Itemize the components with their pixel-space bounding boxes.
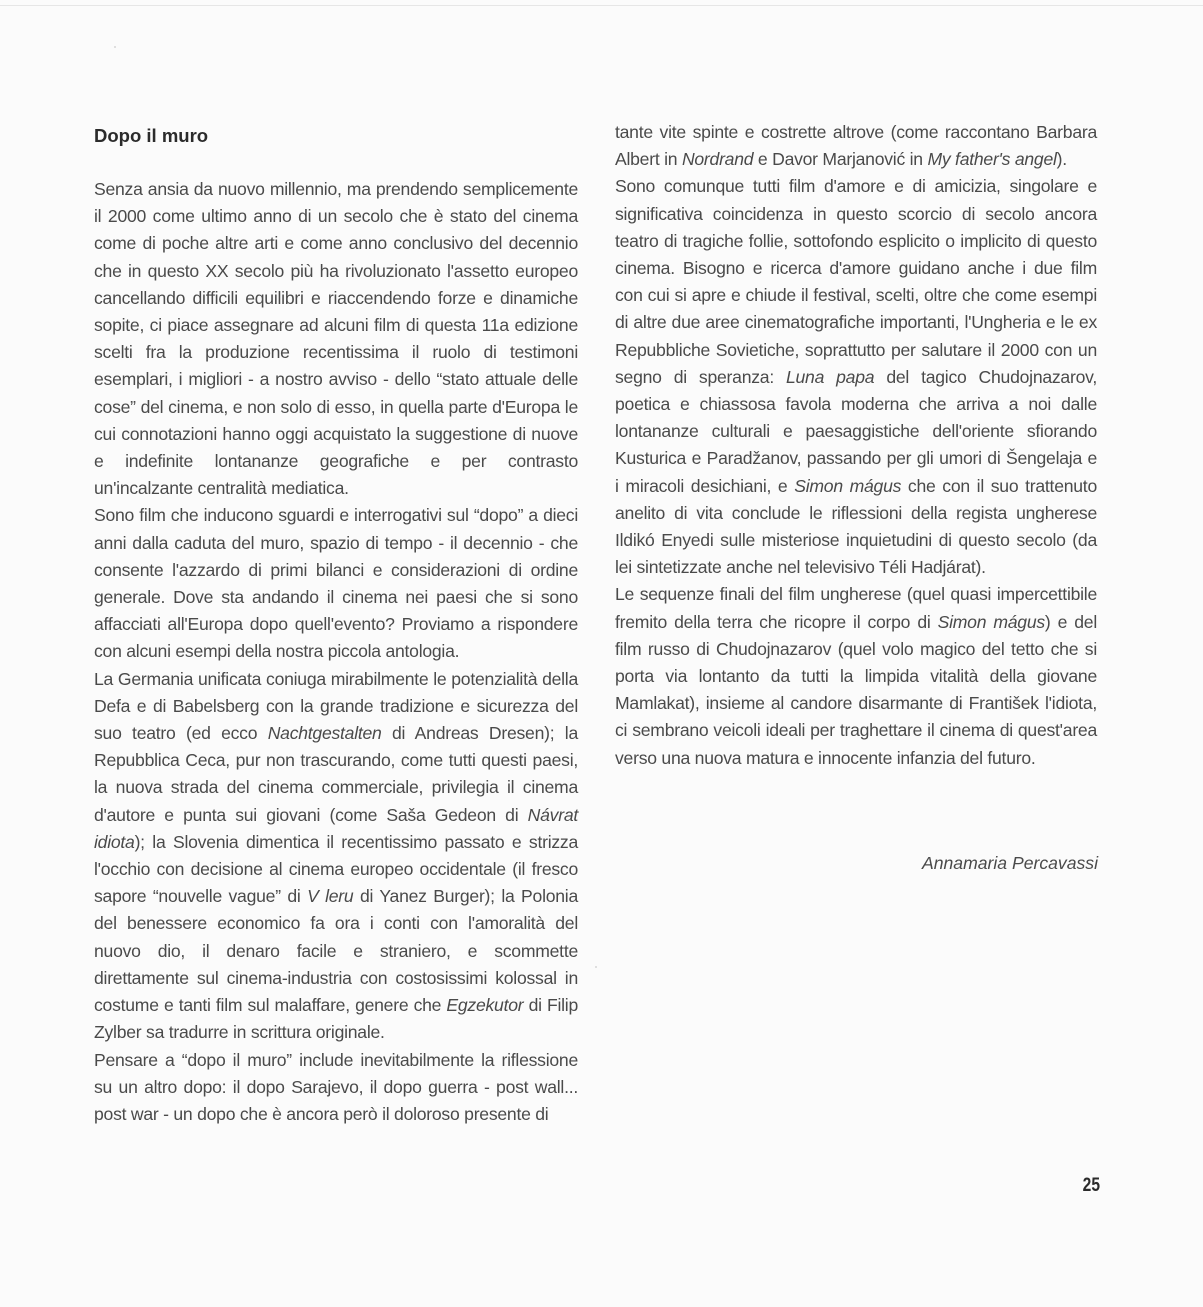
paragraph-intro [94,176,578,502]
paragraph-text: Senza ansia da nuovo millennio, ma prendendo semplicemente il 2000 come ultimo anno di un secolo che è stato del cinema come di poche altre arti e come anno conclusivo del decennio che in questo XX secolo più ha rivoluzionato l'assetto europeo cancellando difficili equilibri e riaccendendo forze e dinamiche sopite, ci piace assegnare ad alcuni film di questa 11a edizione scelti fra la produzione recentissima il ruolo di testimoni esemplari, i migliori - a nostro avviso - dello “stato attuale delle cose” del cinema, e non solo di esso, in quella parte d'Europa le cui connotazioni hanno oggi acquistato la suggestione di nuove e indefinite lontananze geografiche e per contrasto un'incalzante centralità mediatica. [94,179,578,499]
scan-speck [114,46,116,48]
page-top-edge [0,5,1203,6]
paragraph-text: ); la Slovenia dimentica il recentissimo passato e strizza l'occhio con decisione al cinema europeo occidentale (il fresco sapore “nouvelle vague” di [94,831,578,907]
paragraph-countries [94,666,578,1047]
right-column [615,119,1097,772]
paragraph-text: che con il suo trattenuto anelito di vita conclude le riflessioni della regista ungherese Ildikó Enyedi sulle misteriose inquietudini di questo secolo (da lei sintetizzate anche nel televisivo Téli Hadjárat). [615,475,1097,578]
film-title: Egzekutor [446,995,524,1016]
film-title: Návrat idiota [94,804,578,852]
paragraph-text: tante vite spinte e costrette altrove (come raccontano Barbara Albert in [615,122,1097,170]
film-title: V leru [307,886,354,907]
article-title: Dopo il muro [94,125,209,146]
left-column [94,122,578,1128]
paragraph-text: di Filip Zylber sa tradurre in scrittura originale. [94,995,579,1043]
paragraph-text: La Germania unificata coniuga mirabilmente le potenzialità della Defa e di Babelsberg con la grande tradizione e sicurezza del suo teatro (ed ecco [94,668,578,744]
paragraph-questions: Sono film che inducono sguardi e interrogativi sul “dopo” a dieci anni dalla caduta del muro, spazio di tempo - il decennio - che consente l'azzardo di primi bilanci e considerazioni di ordine generale. Dove sta andando il cinema nei paesi che si sono affacciati all'Europa dopo quell'evento? Proviamo a rispondere con alcuni esempi della nostra piccola antologia. [94,505,578,662]
film-title: Simon mágus [794,475,902,496]
film-title: Simon mágus [937,611,1045,632]
paragraph-text: ) e del film russo di Chudojnazarov (quel volo magico del tetto che si porta via lontanto da tutti la limpida vitalità della giovane Mamlakat), insieme al candore disarmante di František l'idiota, ci sembrano veicoli ideali per traghettare il cinema di quest'area verso una nuova matura e innocente infanzia del futuro. [615,611,1097,768]
scan-speck [595,966,597,968]
film-title: Luna papa [785,366,875,387]
paragraph-text: di Yanez Burger); la Polonia del benessere economico fa ora i conti con l'amoralità del nuovo dio, il denaro facile e straniero, e scommette direttamente sul cinema-industria con costosissimi kolossal in costume e tanti film sul malaffare, genere che [94,886,578,1016]
paragraph-text: Sono comunque tutti film d'amore e di amicizia, singolare e significativa coincidenza in questo scorcio di secolo ancora teatro di tragiche follie, sottofondo esplicito o implicito di questo cinema. Bisogno e ricerca d'amore guidano anche i due film con cui si apre e chiude il festival, scelti, oltre che come esempi di altre due aree cinematografiche importanti, l'Ungheria e le ex Repubbliche Sovietiche, soprattutto per salutare il 2000 con un segno di speranza: [615,176,1097,387]
paragraph-post-war: Pensare a “dopo il muro” include inevitabilmente la riflessione su un altro dopo: il dopo Sarajevo, il dopo guerra - post wall... post war - un dopo che è ancora però il doloroso presente di [94,1049,578,1124]
page-number: 25 [1082,1175,1100,1196]
paragraph-final-sequences [615,581,1097,771]
paragraph-text: e Davor Marjanović in [753,149,928,170]
film-title: My father's angel [927,149,1057,170]
film-title: Nordrand [681,149,754,170]
paragraph-continuation [615,119,1097,173]
paragraph-text: di Andreas Dresen); la Repubblica Ceca, pur non trascurando, come tutti questi paesi, la nuova strada del cinema commerciale, privilegia il cinema d'autore e punta sui giovani (come Saša Gedeon di [94,723,578,825]
paragraph-text: Le sequenze finali del film ungherese (quel quasi impercettibile fremito della terra che ricopre il corpo di [615,584,1097,632]
paragraph-text: ). [1056,149,1067,170]
paragraph-text: del tagico Chudojnazarov, poetica e chiassosa favola moderna che arriva a noi dalle lontananze culturali e paesaggistiche dell'oriente sfiorando Kusturica e Paradžanov, passando per gli umori di Šengelaja e i miracoli desichiani, e [615,366,1097,496]
film-title: Nachtgestalten [267,723,382,744]
author-signature: Annamaria Percavassi [921,853,1098,873]
paragraph-love-friendship [615,173,1097,581]
